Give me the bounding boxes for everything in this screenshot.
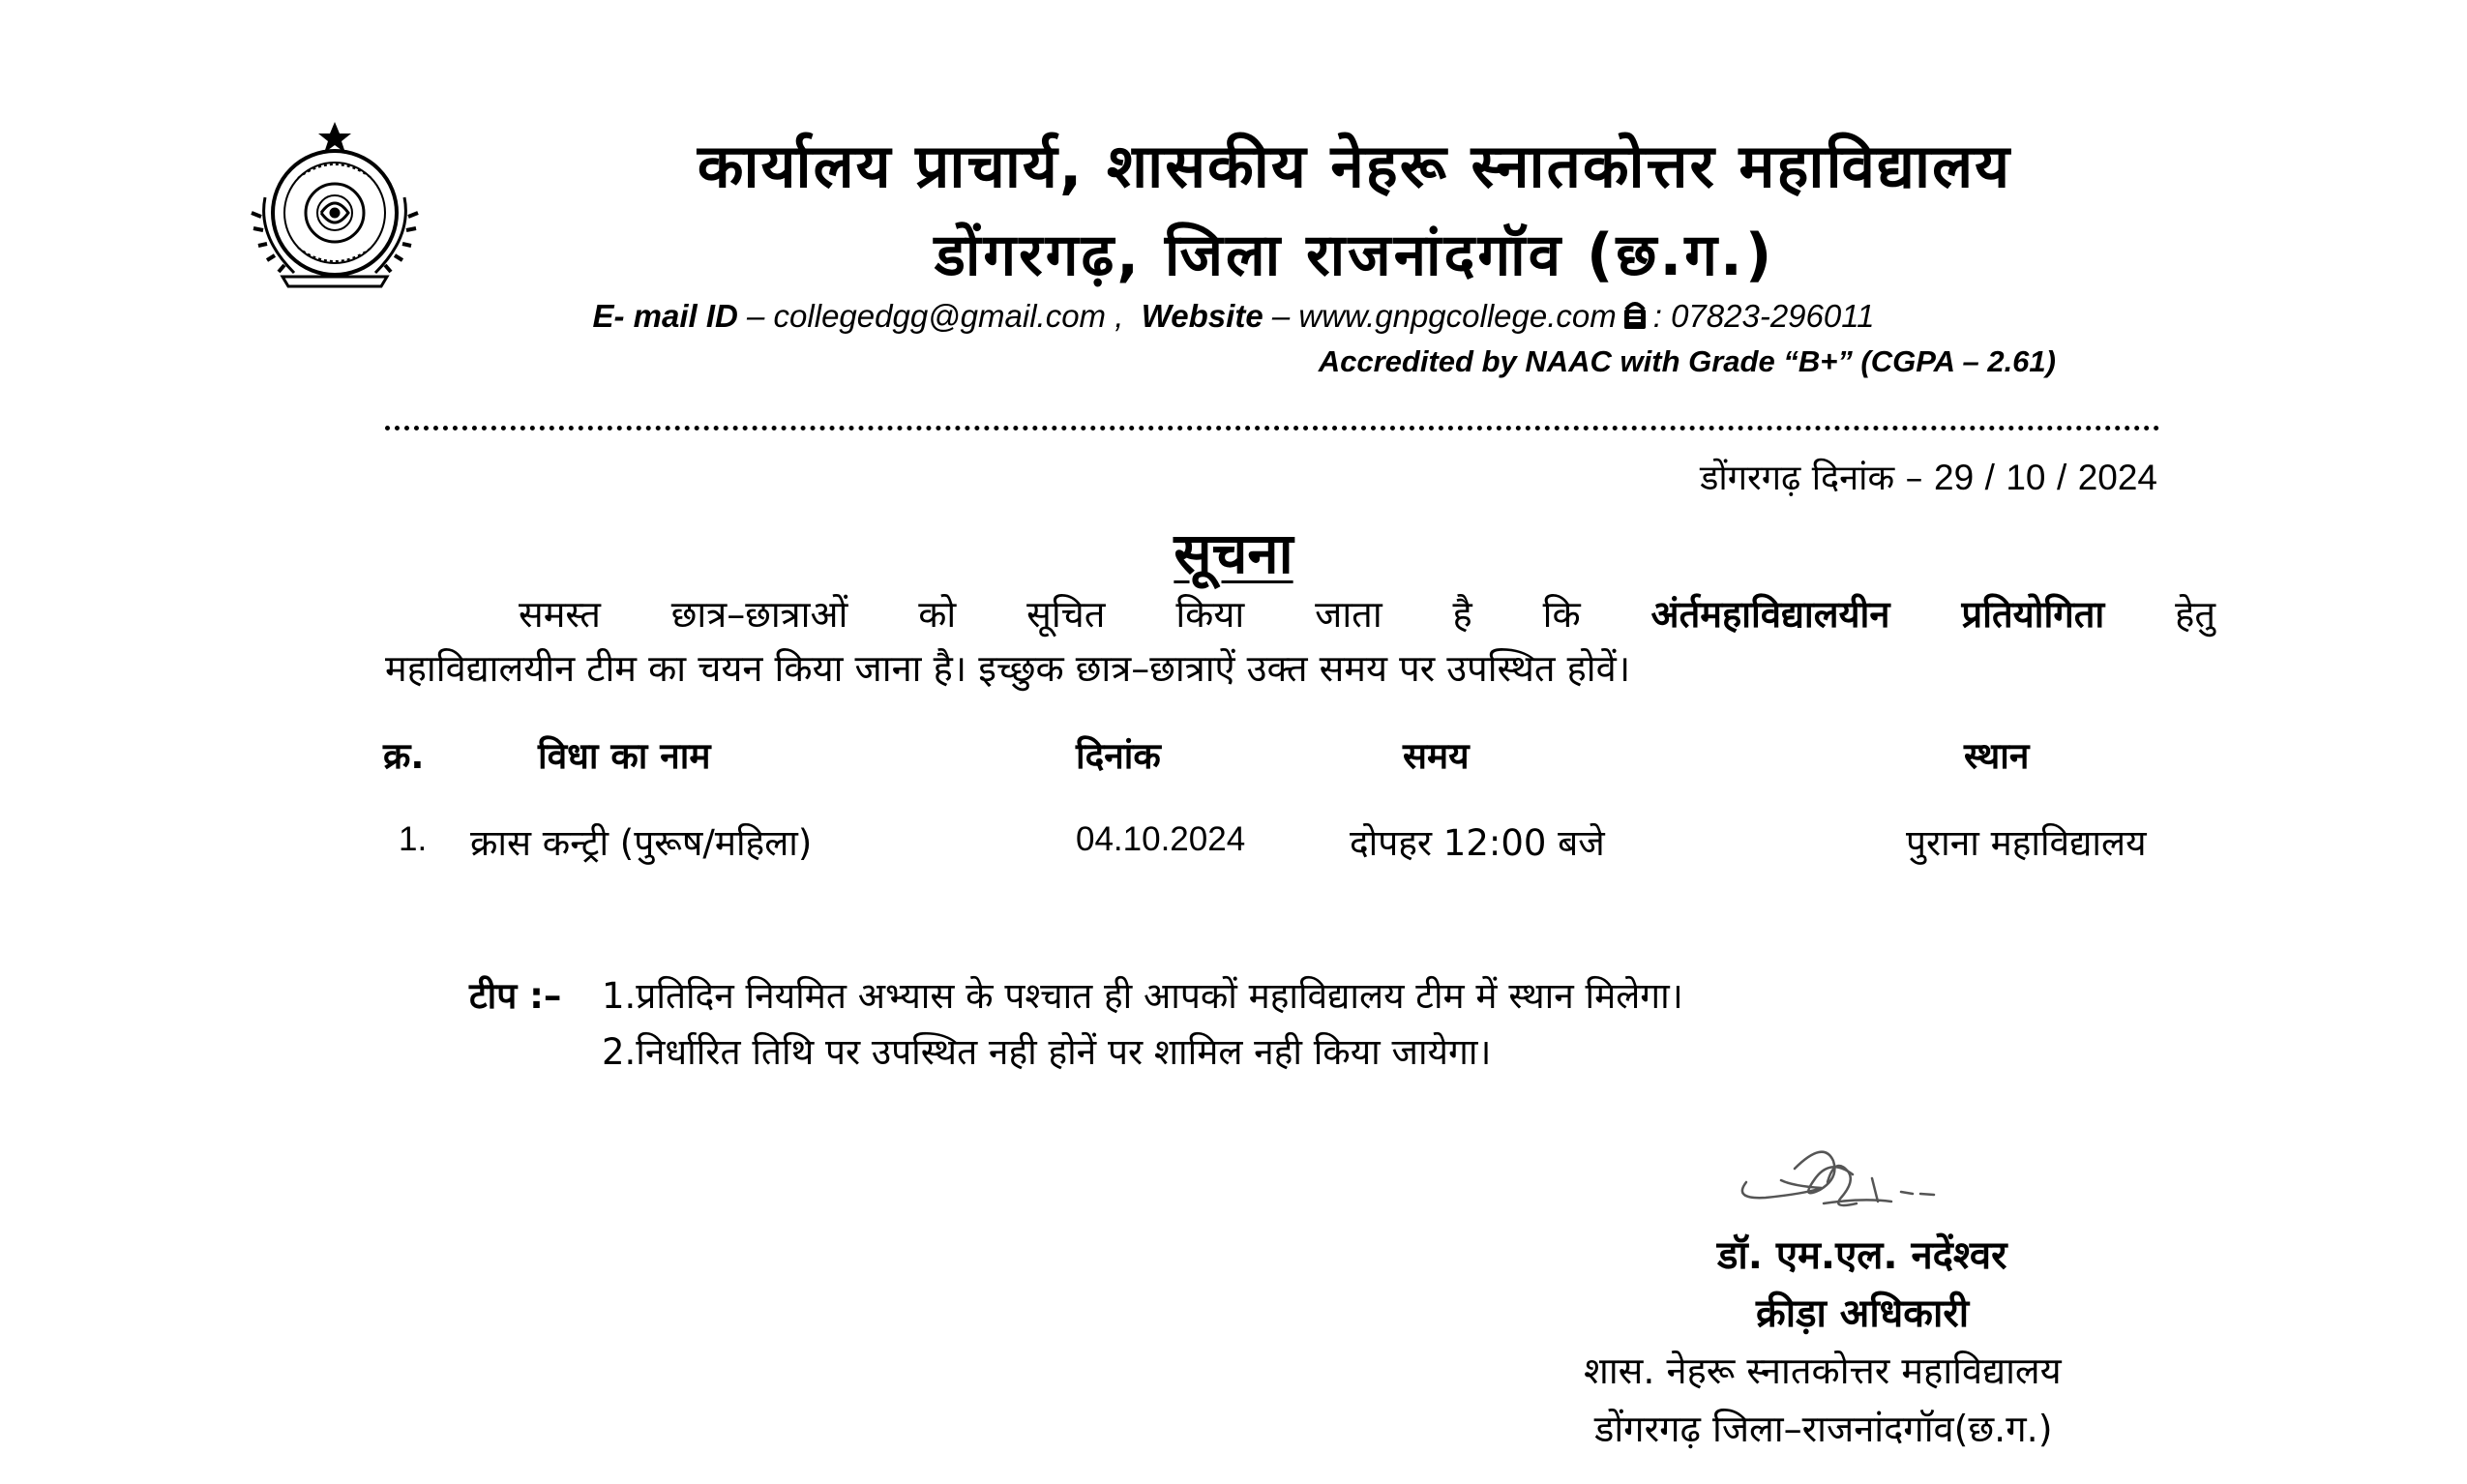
date-year: 2024 [2077,458,2157,497]
table-header-date: दिनांक [1076,735,1161,777]
date-day: 29 [1934,458,1975,497]
college-location-title: डोंगरगढ़, जिला राजनांदगॉव (छ.ग.) [934,222,1775,289]
naac-accreditation: Accredited by NAAC with Grade “B+” (CGPA – 2.61) [1318,344,2056,378]
table-cell-serial: 1. [399,820,428,858]
signatory-address: डोंगरगढ़ जिला–राजनांदगॉव(छ.ग.) [1594,1408,2053,1450]
date-month: 10 [2006,458,2046,497]
note-item-1: 1.प्रतिदिन नियमित अभ्यास के पश्चात ही आपकों महाविद्यालय टीम में स्थान मिलेगा। [602,975,1683,1017]
notice-date: डोंगरगढ़ दिनांक – 29 / 10 / 2024 [1700,458,2157,498]
competition-name: अंर्तमहाविद्यालयीन प्रतियोगिता [1650,593,2105,636]
para-text-end: हेतु [2175,593,2215,636]
website-label: Website [1141,298,1263,334]
handwritten-signature [1727,1134,1959,1240]
phone-icon [1622,300,1648,331]
notice-title: सूचना [1174,520,1293,586]
table-cell-event: क्रास कन्ट्री (पुरूष/महिला) [470,822,813,864]
signatory-name: डॉ. एम.एल. नदेंश्वर [1717,1233,2007,1278]
college-seal-logo [240,120,430,300]
table-cell-date: 04.10.2024 [1076,820,1246,858]
notice-paragraph-line-2: महाविद्यालयीन टीम का चयन किया जाना है। इच्छुक छात्र–छात्राऐं उक्त समय पर उपस्थित होवें। [385,647,1631,690]
table-cell-time: दोपहर 12:00 बजे [1350,822,1605,864]
notice-paragraph-line-1 [385,588,2215,638]
email-label: E- mail ID [592,298,738,334]
table-header-event: विधा का नाम [538,735,711,777]
website-address: www.gnpgcollege.com [1298,298,1617,334]
contact-line: E- mail ID – collegedgg@gmail.com , Website – www.gnpgcollege.com : 07823-296011 [592,298,1875,334]
header-divider [385,426,2160,430]
para-text-start: समस्त छात्र–छात्राओं को सूचित किया जाता है कि [519,593,1581,636]
signatory-designation: क्रीड़ा अधिकारी [1756,1291,1970,1336]
table-cell-venue: पुराना महाविद्यालय [1906,822,2147,864]
table-header-time: समय [1403,735,1470,777]
phone-number: 07823-296011 [1671,298,1875,334]
table-header-venue: स्थान [1964,735,2030,777]
date-place-label: डोंगरगढ़ दिनांक – [1700,459,1923,498]
college-office-title: कार्यालय प्राचार्य, शासकीय नेहरू स्नातकोत्तर महाविद्यालय [697,131,2012,201]
table-header-serial: क्र. [383,735,425,777]
note-item-2: 2.निर्धारित तिथि पर उपस्थित नही होनें पर शामिल नही किया जायेगा। [602,1031,1492,1073]
signatory-college: शास. नेहरू स्नातकोत्तर महाविद्यालय [1584,1350,2062,1392]
note-label: टीप :– [469,975,562,1017]
email-address: collegedgg@gmail.com [773,298,1107,334]
